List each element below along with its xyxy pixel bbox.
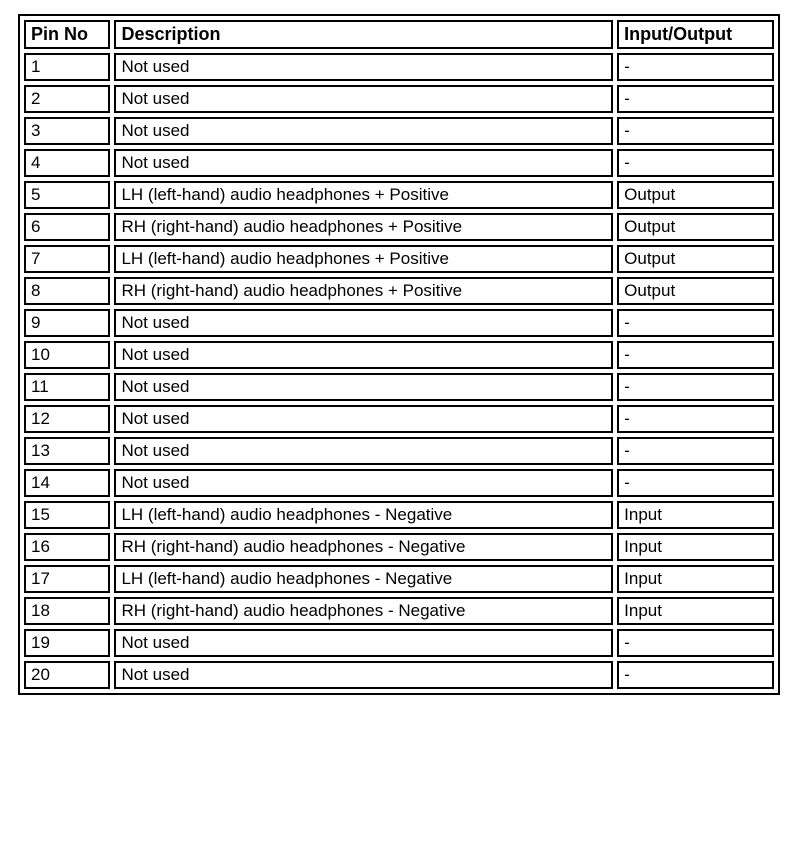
table-row (24, 469, 774, 497)
header-input-output: Input/Output (617, 20, 774, 49)
pin-cell: 1 (24, 53, 110, 81)
io-cell: - (617, 85, 774, 113)
description-cell: RH (right-hand) audio headphones + Positive (114, 277, 613, 305)
table-row (24, 53, 774, 81)
io-cell: - (617, 373, 774, 401)
pin-cell: 10 (24, 341, 110, 369)
io-cell: Output (617, 277, 774, 305)
table-row (24, 341, 774, 369)
description-cell: Not used (114, 85, 613, 113)
io-cell: - (617, 405, 774, 433)
table-header-row (24, 20, 774, 49)
pin-cell: 9 (24, 309, 110, 337)
io-cell: - (617, 437, 774, 465)
pin-cell: 11 (24, 373, 110, 401)
description-cell: LH (left-hand) audio headphones - Negative (114, 501, 613, 529)
pin-cell: 13 (24, 437, 110, 465)
description-cell: Not used (114, 629, 613, 657)
io-cell: - (617, 469, 774, 497)
io-cell: Output (617, 213, 774, 241)
pin-cell: 20 (24, 661, 110, 689)
pin-cell: 6 (24, 213, 110, 241)
io-cell: - (617, 629, 774, 657)
table-row (24, 277, 774, 305)
header-description: Description (114, 20, 613, 49)
io-cell: Output (617, 245, 774, 273)
table-row (24, 501, 774, 529)
io-cell: - (617, 117, 774, 145)
description-cell: Not used (114, 469, 613, 497)
io-cell: - (617, 341, 774, 369)
table-row (24, 597, 774, 625)
io-cell: - (617, 661, 774, 689)
table-row (24, 117, 774, 145)
io-cell: Input (617, 565, 774, 593)
io-cell: - (617, 149, 774, 177)
pin-cell: 8 (24, 277, 110, 305)
table-row (24, 373, 774, 401)
table-row (24, 629, 774, 657)
pin-cell: 16 (24, 533, 110, 561)
io-cell: Output (617, 181, 774, 209)
pin-cell: 12 (24, 405, 110, 433)
pin-cell: 17 (24, 565, 110, 593)
description-cell: Not used (114, 149, 613, 177)
header-pin-no: Pin No (24, 20, 110, 49)
description-cell: Not used (114, 53, 613, 81)
description-cell: Not used (114, 309, 613, 337)
table-body (24, 53, 774, 689)
io-cell: Input (617, 533, 774, 561)
pin-cell: 3 (24, 117, 110, 145)
table-row (24, 85, 774, 113)
description-cell: Not used (114, 341, 613, 369)
table-row (24, 405, 774, 433)
io-cell: Input (617, 597, 774, 625)
pin-cell: 14 (24, 469, 110, 497)
description-cell: LH (left-hand) audio headphones + Positive (114, 181, 613, 209)
description-cell: LH (left-hand) audio headphones + Positive (114, 245, 613, 273)
description-cell: Not used (114, 405, 613, 433)
io-cell: - (617, 309, 774, 337)
description-cell: Not used (114, 661, 613, 689)
table-row (24, 661, 774, 689)
description-cell: LH (left-hand) audio headphones - Negative (114, 565, 613, 593)
description-cell: Not used (114, 437, 613, 465)
pin-cell: 15 (24, 501, 110, 529)
pin-cell: 7 (24, 245, 110, 273)
table-row (24, 181, 774, 209)
table-row (24, 565, 774, 593)
pin-cell: 2 (24, 85, 110, 113)
table-row (24, 149, 774, 177)
description-cell: RH (right-hand) audio headphones - Negative (114, 533, 613, 561)
pin-cell: 4 (24, 149, 110, 177)
table-row (24, 245, 774, 273)
table-row (24, 437, 774, 465)
table-row (24, 533, 774, 561)
description-cell: Not used (114, 117, 613, 145)
io-cell: - (617, 53, 774, 81)
pin-cell: 18 (24, 597, 110, 625)
table-row (24, 309, 774, 337)
pin-cell: 19 (24, 629, 110, 657)
pin-assignment-table (18, 14, 780, 695)
table-row (24, 213, 774, 241)
description-cell: Not used (114, 373, 613, 401)
io-cell: Input (617, 501, 774, 529)
pin-cell: 5 (24, 181, 110, 209)
description-cell: RH (right-hand) audio headphones + Positive (114, 213, 613, 241)
description-cell: RH (right-hand) audio headphones - Negative (114, 597, 613, 625)
